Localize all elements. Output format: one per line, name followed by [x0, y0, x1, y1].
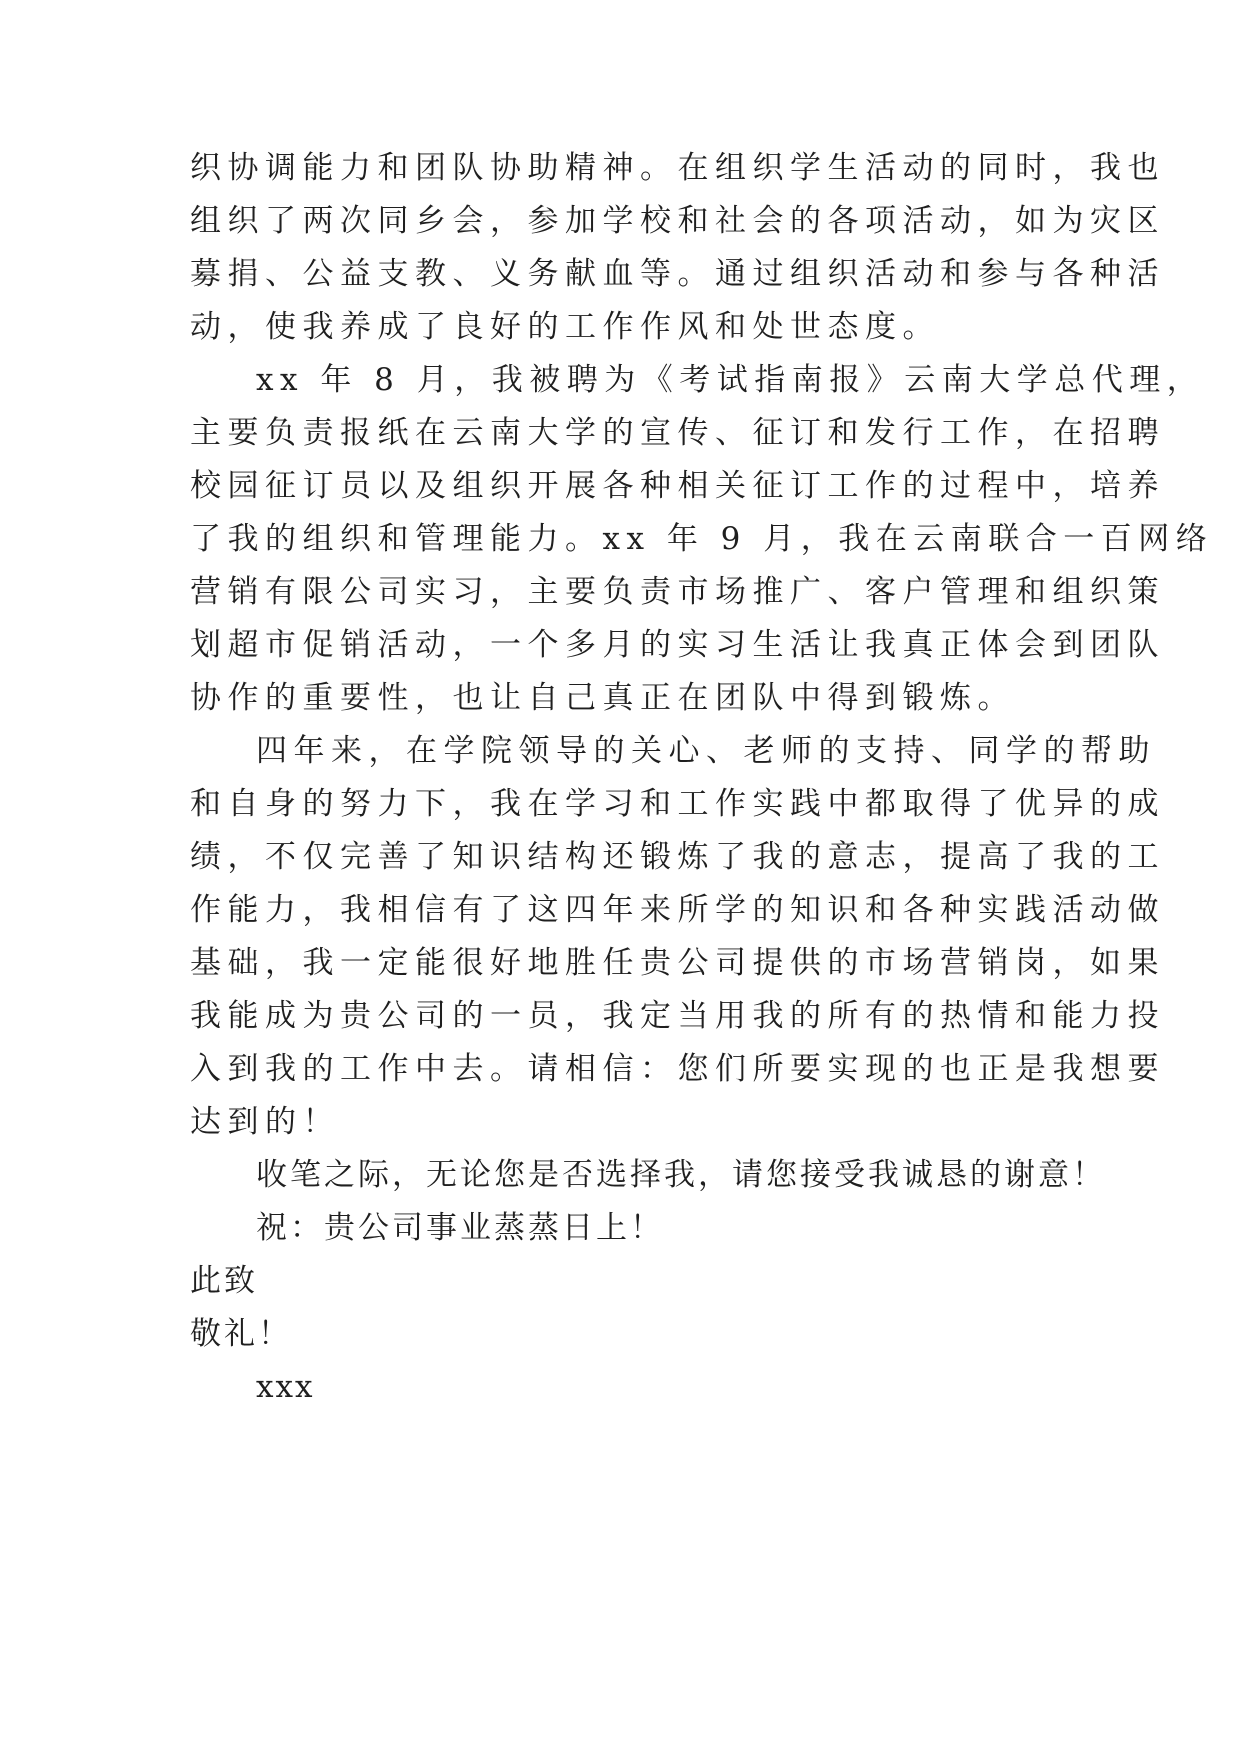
salutation-jingli: 敬礼！ — [190, 1316, 292, 1352]
signature: xxx — [256, 1369, 315, 1405]
closing-wish: 祝：贵公司事业蒸蒸日上！ — [256, 1210, 664, 1246]
text-line: 基础，我一定能很好地胜任贵公司提供的市场营销岗，如果 — [190, 945, 1165, 981]
text-line: 了我的组织和管理能力。xx 年 9 月，我在云南联合一百网络 — [190, 521, 1214, 557]
text-line: 入到我的工作中去。请相信：您们所要实现的也正是我想要 — [190, 1051, 1165, 1087]
text-line: 组织了两次同乡会，参加学校和社会的各项活动，如为灾区 — [190, 203, 1165, 239]
text-line: 校园征订员以及组织开展各种相关征订工作的过程中，培养 — [190, 468, 1165, 504]
text-line: 四年来，在学院领导的关心、老师的支持、同学的帮助 — [256, 733, 1156, 769]
text-line: 营销有限公司实习，主要负责市场推广、客户管理和组织策 — [190, 574, 1165, 610]
salutation-cizhi: 此致 — [190, 1263, 258, 1299]
closing-thanks: 收笔之际，无论您是否选择我，请您接受我诚恳的谢意！ — [256, 1157, 1106, 1193]
text-line: 动，使我养成了良好的工作作风和处世态度。 — [190, 309, 940, 345]
text-line: 作能力，我相信有了这四年来所学的知识和各种实践活动做 — [190, 892, 1165, 928]
text-line: 协作的重要性，也让自己真正在团队中得到锻炼。 — [190, 680, 1015, 716]
text-line: 主要负责报纸在云南大学的宣传、征订和发行工作，在招聘 — [190, 415, 1165, 451]
text-line: 绩，不仅完善了知识结构还锻炼了我的意志，提高了我的工 — [190, 839, 1165, 875]
text-line: 和自身的努力下，我在学习和工作实践中都取得了优异的成 — [190, 786, 1165, 822]
text-line: 织协调能力和团队协助精神。在组织学生活动的同时，我也 — [190, 150, 1165, 186]
text-line: 划超市促销活动，一个多月的实习生活让我真正体会到团队 — [190, 627, 1165, 663]
text-line: 达到的！ — [190, 1104, 340, 1140]
text-line: 我能成为贵公司的一员，我定当用我的所有的热情和能力投 — [190, 998, 1165, 1034]
text-line: xx 年 8 月，我被聘为《考试指南报》云南大学总代理， — [256, 362, 1205, 398]
text-line: 募捐、公益支教、义务献血等。通过组织活动和参与各种活 — [190, 256, 1165, 292]
